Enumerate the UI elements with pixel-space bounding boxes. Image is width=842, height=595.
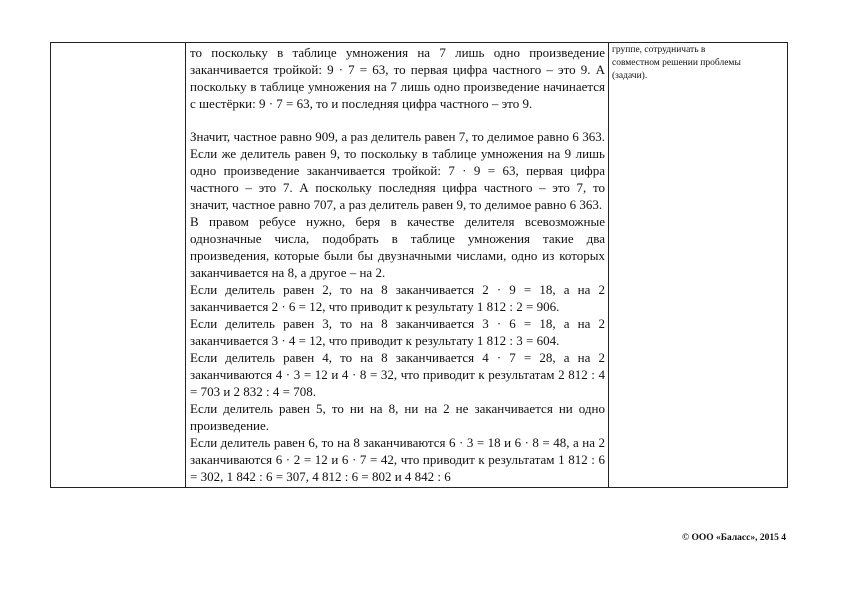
paragraph: В правом ребусе нужно, беря в качестве делителя всевозможные однозначные числа, подобрать в таблице умножения такие два произведения, которые были бы двузначными числами, одно из которых заканчивается на 8, а другое – на 2. <box>190 214 605 280</box>
content-text <box>186 43 608 487</box>
paragraph: Если делитель равен 3, то на 8 заканчивается 3 · 6 = 18, а на 2 заканчивается 3 · 4 = 12, что приводит к результату 1 812 : 3 = 604. <box>190 316 605 348</box>
skills-line: совместном решении проблемы <box>612 58 741 68</box>
copyright-footer: © ООО «Баласс», 2015 4 <box>681 533 786 543</box>
paragraph: Если делитель равен 2, то на 8 заканчивается 2 · 9 = 18, а на 2 заканчивается 2 · 6 = 12, что приводит к результату 1 812 : 2 = 906. <box>190 282 605 314</box>
skills-text <box>609 43 787 83</box>
paragraph: Если делитель равен 5, то ни на 8, ни на 2 не заканчивается ни одно произведение. <box>190 401 605 433</box>
table-cell-stage <box>51 43 186 488</box>
paragraph: Если делитель равен 4, то на 8 заканчивается 4 · 7 = 28, а на 2 заканчиваются 4 · 3 = 12 и 4 · 8 = 32, что приводит к результатам 2 812 : 4 = 703 и 2 832 : 4 = 708. <box>190 350 605 399</box>
table-row <box>51 43 788 488</box>
paragraph: Если делитель равен 6, то на 8 заканчиваются 6 · 3 = 18 и 6 · 8 = 48, а на 2 заканчиваются 6 · 2 = 12 и 6 · 7 = 42, что приводит к результатам 1 812 : 6 = 302, 1 842 : 6 = 307, 4 812 : 6 = 802 и 4 842 : 6 <box>190 435 605 484</box>
paragraph: то поскольку в таблице умножения на 7 лишь одно произведение заканчивается тройкой: 9 · 7 = 63, то первая цифра частного – это 9. А поскольку в таблице умножения на 7 лишь одно произведение начинается с шестёрки: 9 · 7 = 63, то и последняя цифра частного – это 9. <box>190 45 605 111</box>
paragraph: Значит, частное равно 909, а раз делитель равен 7, то делимое равно 6 363. Если же делитель равен 9, то поскольку в таблице умножения на 9 лишь одно произведение заканчивается тройкой: 7 · 9 = 63, первая цифра частного – это 7. А поскольку последняя цифра частного – это 7, то значит, частное равно 707, а раз делитель равен 9, то делимое равно 6 363. <box>190 129 605 212</box>
table-cell-skills <box>609 43 788 488</box>
table-cell-content <box>186 43 609 488</box>
lesson-table <box>50 42 788 488</box>
skills-line: группе, сотрудничать в <box>612 45 706 55</box>
skills-line: (задачи). <box>612 71 648 81</box>
